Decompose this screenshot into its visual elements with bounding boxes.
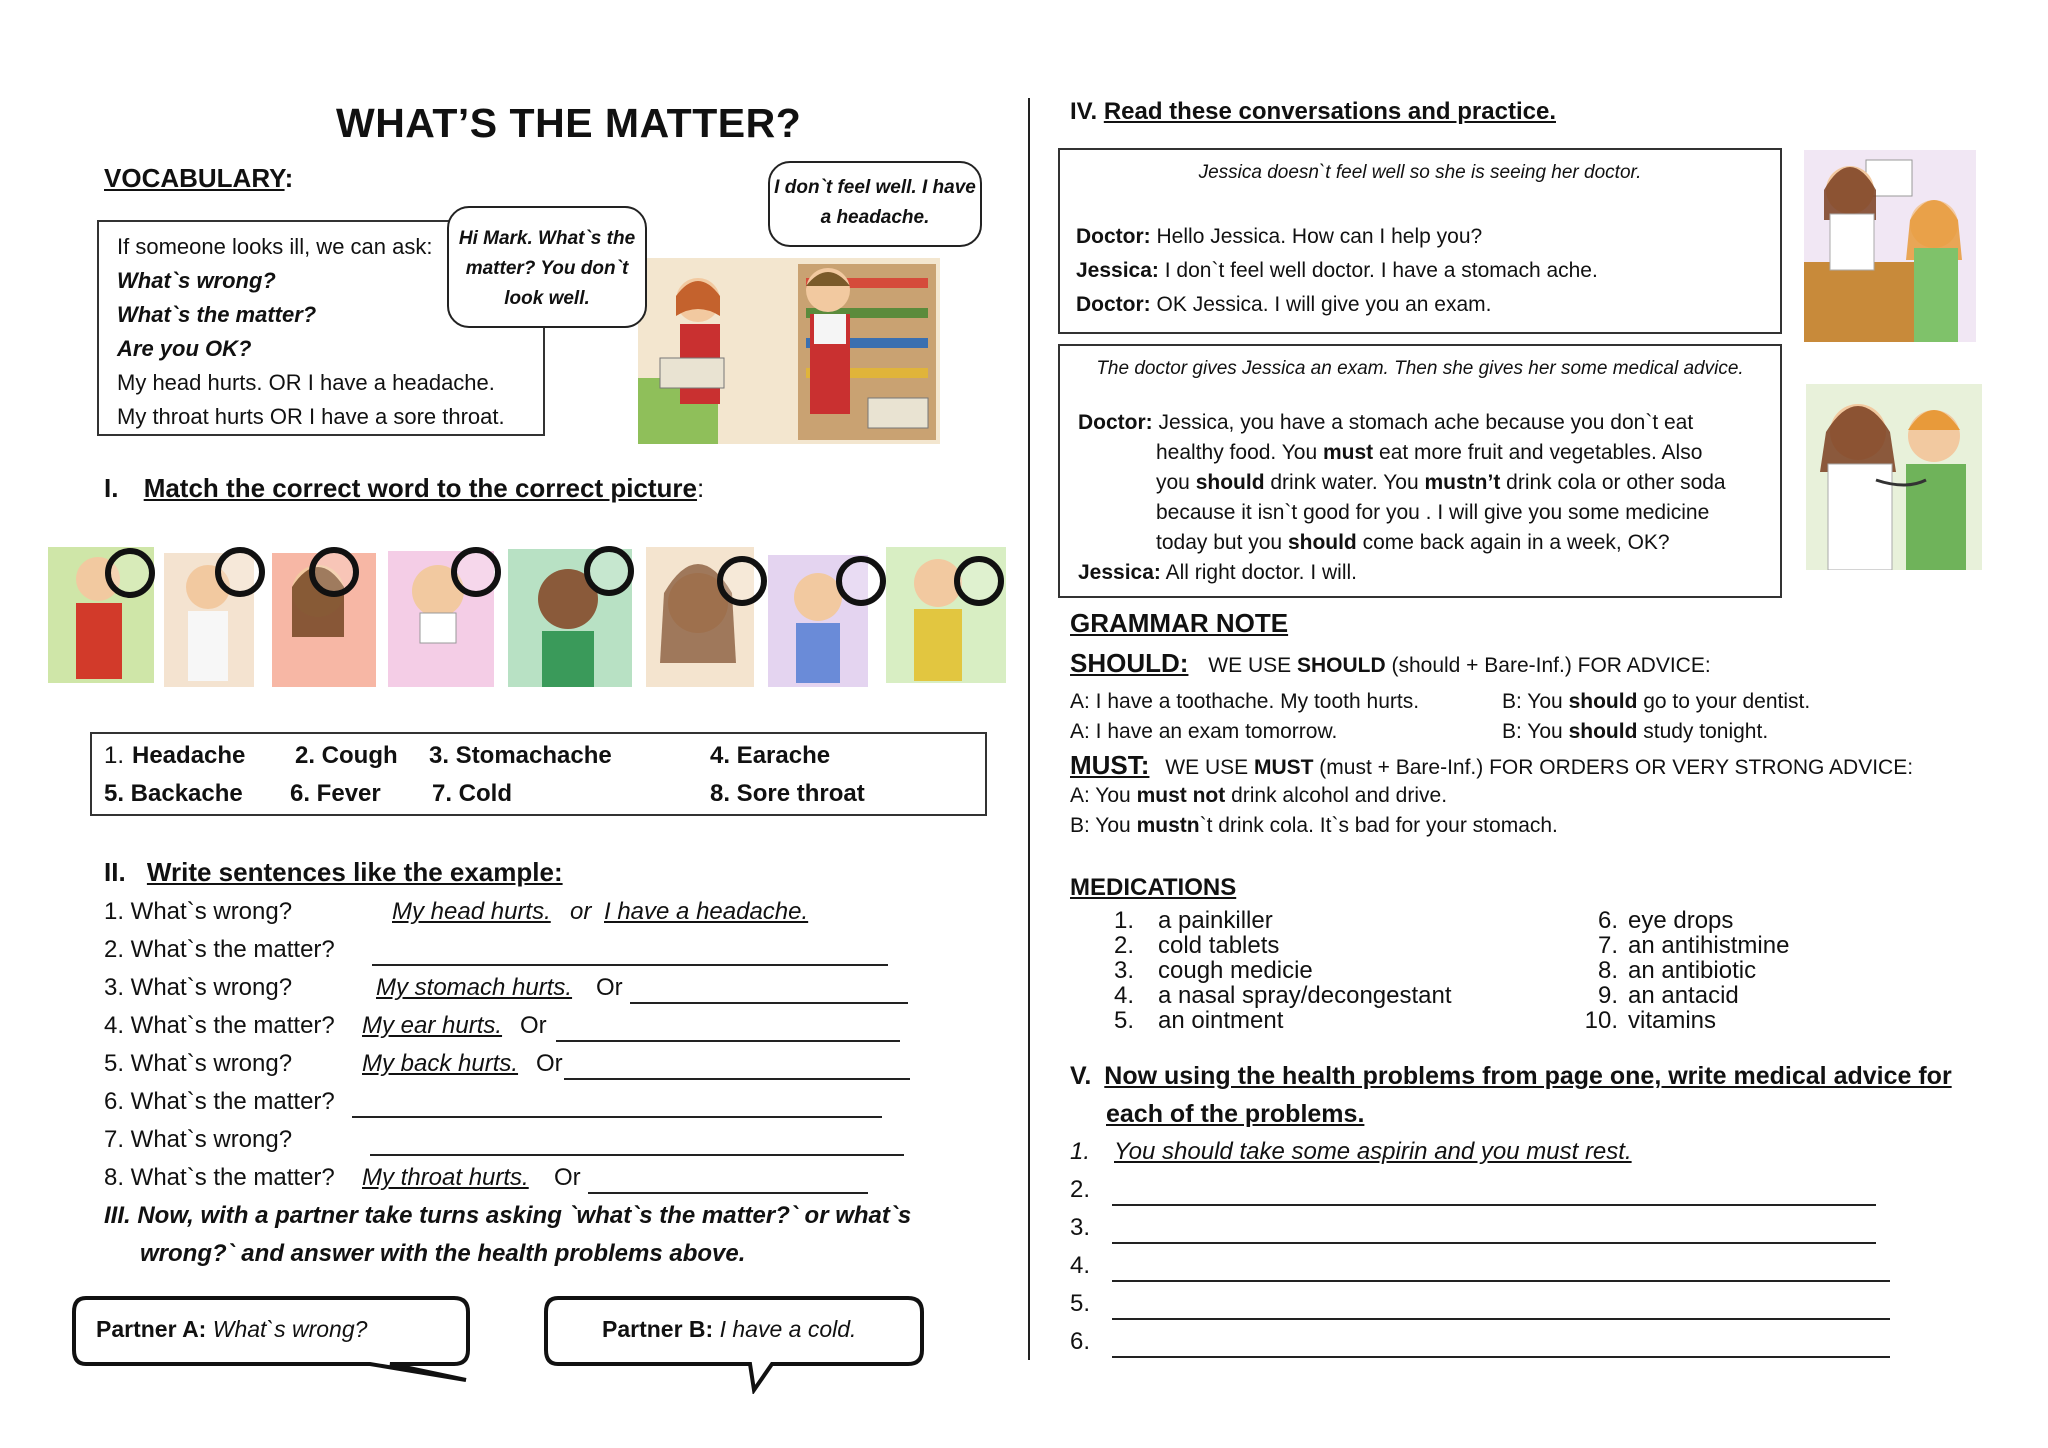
answer-line[interactable] (630, 976, 908, 1004)
advice-2-number: 2. (1070, 1176, 1091, 1203)
section4-number: IV. (1070, 98, 1098, 125)
vocab-line: If someone looks ill, we can ask: (117, 234, 433, 259)
section2-heading (104, 857, 563, 888)
answer-circle[interactable] (309, 547, 359, 597)
vocabulary-heading-text: VOCABULARY (104, 163, 285, 193)
advice-answer-line[interactable] (1112, 1216, 1876, 1244)
medication-number: 4. (1114, 982, 1135, 1009)
question-5: 5. What`s wrong? (104, 1050, 293, 1077)
speaker: Jessica: (1076, 259, 1159, 282)
section3-line1: III. Now, with a partner take turns asking `what`s the matter?` or what`s (104, 1202, 912, 1229)
medication-number: 9. (1597, 982, 1618, 1009)
answer-line[interactable] (372, 938, 888, 966)
answer-1-or: or (570, 898, 592, 925)
speech: drink water. You (1264, 471, 1425, 494)
text: `t drink cola. It`s bad for your stomach. (1199, 814, 1558, 837)
section5-number: V. (1070, 1062, 1092, 1090)
answer-8-or: Or (554, 1164, 581, 1191)
partner-a-line (96, 1316, 367, 1343)
speech: Hello Jessica. How can I help you? (1156, 225, 1483, 248)
partner-a-text: What`s wrong? (212, 1316, 368, 1342)
medication-item (1582, 933, 1789, 958)
medication-name: an antibiotic (1628, 957, 1757, 984)
answer-line[interactable] (556, 1014, 900, 1042)
medications-right-list (1582, 908, 1789, 1033)
medication-name: an ointment (1158, 1007, 1284, 1034)
partner-b-callout (542, 1294, 928, 1394)
should-rule-a: WE USE (1208, 654, 1297, 677)
section5-heading (1070, 1062, 1952, 1091)
vocab-line: What`s the matter? (117, 302, 317, 327)
medication-item (1114, 1008, 1452, 1033)
conv-line (1076, 222, 1598, 252)
speech-bubble-mark-text: Hi Mark. What`s the matter? You don`t look well. (458, 228, 636, 309)
question-1: 1. What`s wrong? (104, 898, 293, 925)
speech-bubble-reply (768, 161, 982, 247)
section4-heading-text: Read these conversations and practice. (1103, 98, 1556, 125)
partner-b-label: Partner B: (602, 1316, 714, 1342)
vocabulary-heading-colon: : (284, 163, 294, 193)
speech: come back again in a week, OK? (1356, 531, 1670, 554)
section2-heading-text: Write sentences like the example: (146, 857, 563, 887)
conversation-1-intro: Jessica doesn`t feel well so she is seeing her doctor. (1198, 162, 1642, 183)
vocab-line: My head hurts. OR I have a headache. (117, 370, 495, 395)
should-label: SHOULD: (1070, 648, 1189, 678)
section1-heading (104, 473, 704, 504)
speech: today but you (1156, 531, 1288, 554)
answer-5a: My back hurts. (362, 1050, 519, 1077)
grammar-example: A: I have a toothache. My tooth hurts. (1070, 690, 1420, 713)
conv-line (1076, 256, 1598, 286)
answer-line[interactable] (352, 1090, 882, 1118)
conversation-box-2 (1058, 344, 1782, 598)
medication-number: 5. (1114, 1007, 1135, 1034)
medication-number: 2. (1114, 932, 1135, 959)
grammar-example (1070, 814, 1558, 838)
answer-1a: My head hurts. (392, 898, 551, 925)
medication-item (1114, 983, 1452, 1008)
conversation-2-intro: The doctor gives Jessica an exam. Then she gives her some medical advice. (1096, 358, 1744, 379)
must-rule-b: MUST (1253, 756, 1314, 779)
speech-bold: should (1287, 531, 1357, 554)
grammar-example (1502, 720, 1768, 744)
grammar-example: A: I have an exam tomorrow. (1070, 720, 1338, 743)
medication-number: 7. (1597, 932, 1618, 959)
medication-item (1582, 908, 1789, 933)
word-earache: 4. Earache (710, 742, 831, 769)
page-title: WHAT’S THE MATTER? (336, 100, 802, 146)
speech: because it isn`t good for you . I will give you some medicine (1156, 501, 1710, 524)
text-bold: should (1568, 690, 1638, 713)
vocab-line: What`s wrong? (117, 268, 276, 293)
section1-number: I. (104, 473, 119, 503)
text: B: You (1502, 690, 1569, 713)
shop-scene-illustration (638, 258, 940, 444)
question-6: 6. What`s the matter? (104, 1088, 335, 1115)
medication-number: 10. (1584, 1007, 1618, 1034)
conversation-box-1 (1058, 148, 1782, 334)
medication-name: cough medicie (1158, 957, 1313, 984)
answer-line[interactable] (588, 1166, 868, 1194)
question-3: 3. What`s wrong? (104, 974, 293, 1001)
section1-heading-colon: : (697, 473, 705, 503)
word-cold: 7. Cold (432, 780, 513, 807)
advice-5-number: 5. (1070, 1290, 1091, 1317)
speech: All right doctor. I will. (1165, 561, 1357, 584)
grammar-heading: GRAMMAR NOTE (1070, 608, 1289, 638)
conversation-1-lines (1076, 222, 1598, 320)
vocabulary-heading (104, 163, 293, 194)
word-headache: Headache (132, 742, 246, 769)
answer-3-or: Or (596, 974, 623, 1001)
medication-name: an antihistmine (1628, 932, 1790, 959)
text: B: You (1070, 814, 1137, 837)
word-box (90, 732, 987, 816)
text-bold: should (1568, 720, 1638, 743)
speech: you (1156, 471, 1196, 494)
medication-item (1582, 1008, 1789, 1033)
answer-circle[interactable] (584, 546, 634, 596)
speech: I don`t feel well doctor. I have a stomach ache. (1164, 259, 1598, 282)
speech: Jessica, you have a stomach ache because you don`t eat (1158, 411, 1694, 434)
medication-item (1582, 958, 1789, 983)
answer-4-or: Or (520, 1012, 547, 1039)
conv-line (1078, 468, 1726, 498)
partner-b-text: I have a cold. (719, 1316, 857, 1342)
partner-a-label: Partner A: (96, 1316, 207, 1342)
section4-heading (1070, 98, 1556, 126)
medications-heading: MEDICATIONS (1070, 874, 1237, 901)
answer-4a: My ear hurts. (362, 1012, 503, 1039)
answer-line[interactable] (370, 1128, 904, 1156)
answer-circle[interactable] (105, 548, 155, 598)
must-rule-c: (must + Bare-Inf.) FOR ORDERS OR VERY STRONG ADVICE: (1313, 756, 1914, 779)
text: study tonight. (1637, 720, 1769, 743)
word-number: 1. (104, 742, 125, 769)
conv-line (1076, 290, 1598, 320)
advice-3-number: 3. (1070, 1214, 1091, 1241)
medication-number: 8. (1597, 957, 1618, 984)
answer-3a: My stomach hurts. (376, 974, 573, 1001)
medication-name: cold tablets (1158, 932, 1280, 959)
answer-line[interactable] (564, 1052, 910, 1080)
word-stomachache: 3. Stomachache (429, 742, 612, 769)
section5-heading-line2: each of the problems. (1106, 1100, 1365, 1128)
medication-item (1114, 908, 1452, 933)
question-4: 4. What`s the matter? (104, 1012, 335, 1039)
grammar-example (1502, 690, 1810, 714)
text: drink alcohol and drive. (1225, 784, 1448, 807)
answer-circle[interactable] (451, 547, 501, 597)
column-divider (1028, 98, 1030, 1360)
speaker: Doctor: (1078, 411, 1153, 434)
medication-name: eye drops (1628, 907, 1734, 934)
doctor-exam-illustration (1806, 384, 1982, 570)
answer-1b: I have a headache. (604, 898, 809, 925)
medication-name: a nasal spray/decongestant (1158, 982, 1452, 1009)
word-fever: 6. Fever (290, 780, 381, 807)
text-bold: mustn (1136, 814, 1200, 837)
answer-8a: My throat hurts. (362, 1164, 529, 1191)
answer-circle[interactable] (215, 547, 265, 597)
advice-answer-line[interactable] (1112, 1292, 1890, 1320)
medication-name: a painkiller (1158, 907, 1273, 934)
should-rule-c: (should + Bare-Inf.) FOR ADVICE: (1385, 654, 1711, 677)
should-rule-b: SHOULD (1296, 654, 1386, 677)
doctor-consultation-illustration (1804, 150, 1976, 342)
grammar-example (1070, 784, 1447, 808)
speech: OK Jessica. I will give you an exam. (1156, 293, 1492, 316)
medication-item (1114, 933, 1452, 958)
text: B: You (1502, 720, 1569, 743)
medication-item (1582, 983, 1789, 1008)
question-2: 2. What`s the matter? (104, 936, 335, 963)
text-bold: must not (1136, 784, 1226, 807)
advice-6-number: 6. (1070, 1328, 1091, 1355)
advice-1-text: You should take some aspirin and you must rest. (1114, 1138, 1632, 1165)
answer-circle[interactable] (836, 556, 886, 606)
vocab-line: Are you OK? (117, 336, 252, 361)
medications-left-list (1114, 908, 1452, 1033)
advice-4-number: 4. (1070, 1252, 1091, 1279)
partner-a-callout (70, 1294, 474, 1384)
conv-line (1078, 528, 1726, 558)
answer-5-or: Or (536, 1050, 563, 1077)
speech-bold: mustn’t (1424, 471, 1501, 494)
vocab-line: My throat hurts OR I have a sore throat. (117, 404, 505, 429)
medication-number: 6. (1597, 907, 1618, 934)
should-rule (1070, 648, 1711, 679)
medication-number: 3. (1114, 957, 1135, 984)
answer-circle[interactable] (717, 556, 767, 606)
must-rule-a: WE USE (1165, 756, 1254, 779)
must-rule (1070, 750, 1913, 781)
answer-circle[interactable] (954, 556, 1004, 606)
speech-bold: should (1195, 471, 1265, 494)
question-8: 8. What`s the matter? (104, 1164, 335, 1191)
advice-1-number: 1. (1070, 1138, 1091, 1165)
conversation-2-lines (1078, 408, 1726, 588)
text: A: You (1070, 784, 1137, 807)
speech-bubble-mark (447, 206, 647, 328)
word-backache: 5. Backache (104, 780, 243, 807)
medication-item (1114, 958, 1452, 983)
text: go to your dentist. (1637, 690, 1811, 713)
speech: drink cola or other soda (1500, 471, 1726, 494)
speech-bold: must (1323, 441, 1374, 464)
advice-answer-line[interactable] (1112, 1330, 1890, 1358)
word-cough: 2. Cough (295, 742, 398, 769)
speaker: Doctor: (1076, 225, 1151, 248)
conv-line (1078, 498, 1726, 528)
section5-heading-line1: Now using the health problems from page one, write medical advice for (1104, 1062, 1952, 1090)
section1-heading-text: Match the correct word to the correct picture (143, 473, 698, 503)
must-label: MUST: (1070, 750, 1150, 780)
medication-name: vitamins (1628, 1007, 1717, 1034)
medication-name: an antacid (1628, 982, 1739, 1009)
speech: healthy food. You (1156, 441, 1323, 464)
partner-b-line (602, 1316, 856, 1343)
conv-line (1078, 438, 1726, 468)
advice-answer-line[interactable] (1112, 1254, 1890, 1282)
speaker: Jessica: (1078, 561, 1161, 584)
section2-number: II. (104, 857, 126, 887)
advice-answer-line[interactable] (1112, 1178, 1876, 1206)
conv-line (1078, 408, 1726, 438)
speech-bubble-reply-text: I don`t feel well. I have a headache. (774, 177, 976, 228)
speaker: Doctor: (1076, 293, 1151, 316)
question-7: 7. What`s wrong? (104, 1126, 293, 1153)
speech: eat more fruit and vegetables. Also (1373, 441, 1703, 464)
medication-number: 1. (1114, 907, 1135, 934)
conv-line (1078, 558, 1726, 588)
word-sore-throat: 8. Sore throat (710, 780, 865, 807)
section3-line2: wrong?` and answer with the health problems above. (140, 1240, 746, 1267)
